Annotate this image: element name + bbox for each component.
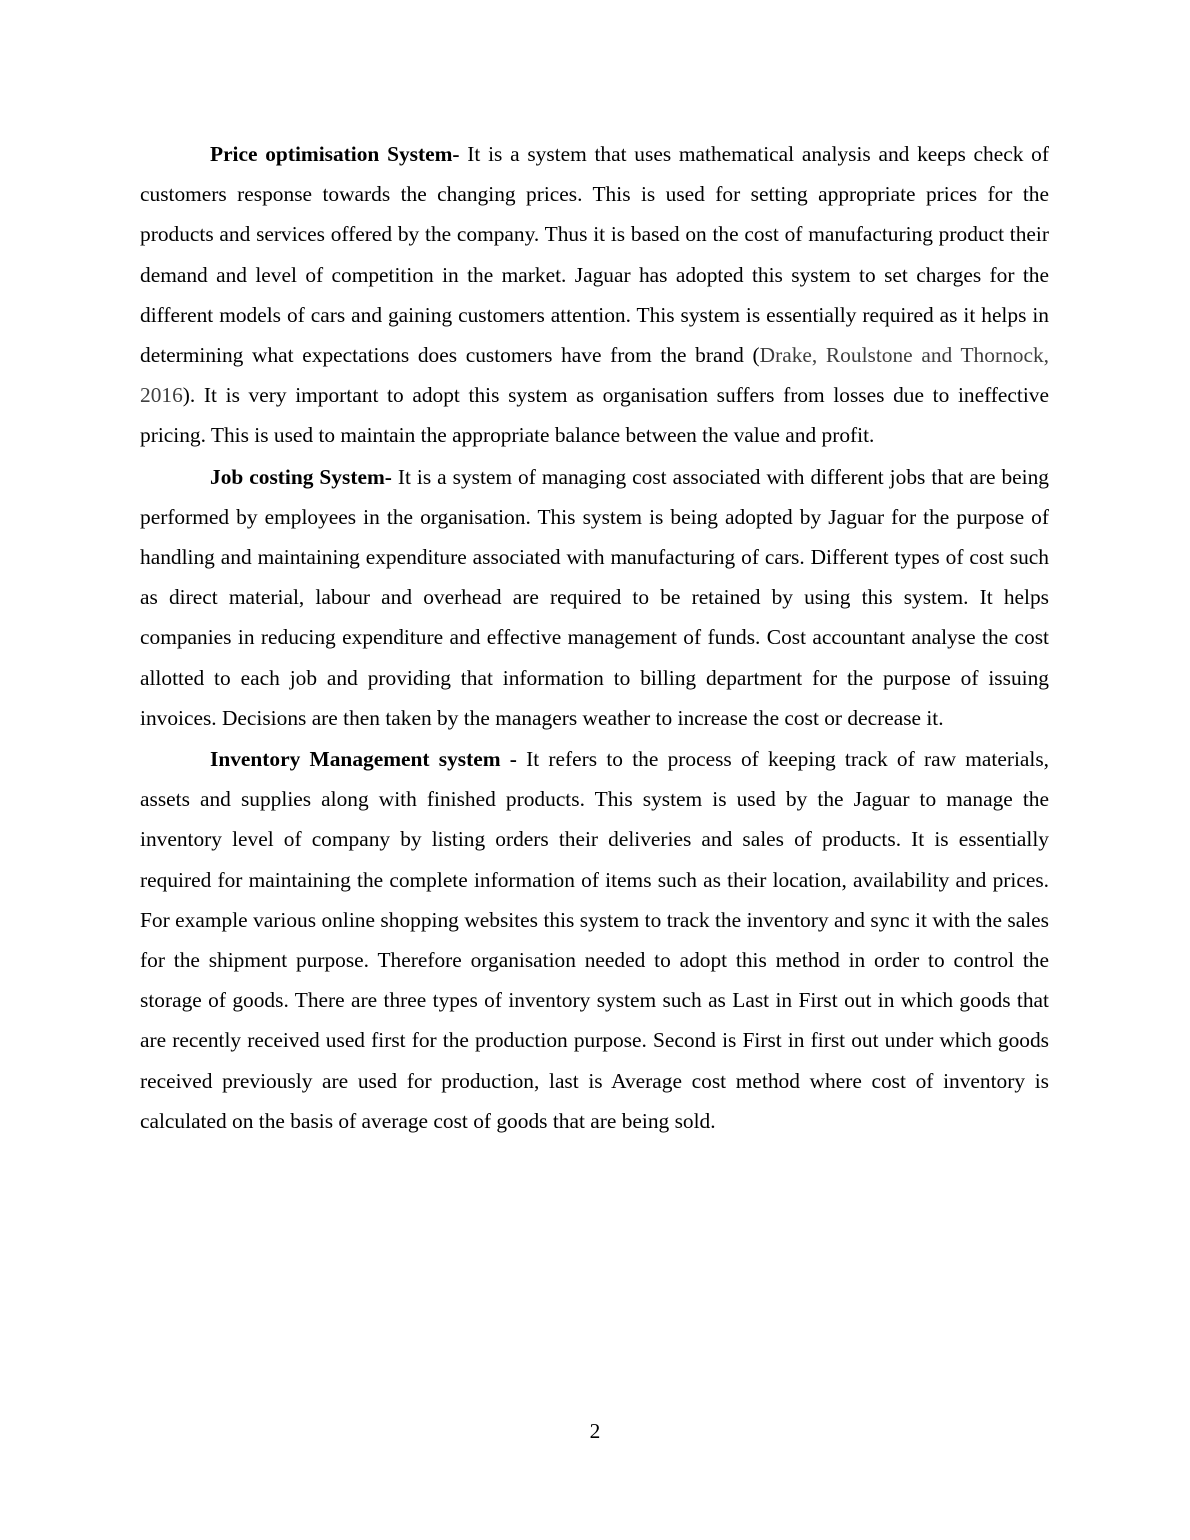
heading-inventory-management: Inventory Management system - [210, 747, 517, 772]
page-number: 2 [589, 1419, 601, 1443]
paragraph-price-optimisation [140, 134, 1049, 456]
paragraph-text: It is a system of managing cost associated with different jobs that are being performed by employees in the organisation. This system is being adopted by Jaguar for the purpose of handling and maintaining expenditure associated with manufacturing of cars. Different types of cost such as direct material, labour and overhead are required to be retained by using this system. It helps companies in reducing expenditure and effective management of funds. Cost accountant analyse the cost allotted to each job and providing that information to billing department for the purpose of issuing invoices. Decisions are then taken by the managers weather to increase the cost or decrease it. [140, 464, 1049, 730]
citation: Drake, Roulstone and Thornock, 2016 [140, 343, 1049, 408]
heading-price-optimisation: Price optimisation System- [210, 142, 460, 166]
paragraph-job-costing [140, 457, 1049, 738]
paragraph-inventory-management [140, 739, 1049, 1141]
paragraph-text: It refers to the process of keeping track of raw materials, assets and supplies along with finished products. This system is used by the Jaguar to manage the inventory level of company by listing orders their deliveries and sales of products. It is essentially required for maintaining the complete information of items such as their location, availability and prices. For example various online shopping websites this system to track the inventory and sync it with the sales for the shipment purpose. Therefore organisation needed to adopt this method in order to control the storage of goods. There are three types of inventory system such as Last in First out in which goods that are recently received used first for the production purpose. Second is First in first out under which goods received previously are used for production, last is Average cost method where cost of inventory is calculated on the basis of average cost of goods that are being sold. [140, 747, 1049, 1133]
paragraph-text: ). It is very important to adopt this system as organisation suffers from losses due to ineffective pricing. This is used to maintain the appropriate balance between the value and profit. [140, 383, 1049, 448]
page-body [140, 134, 1049, 1141]
heading-job-costing: Job costing System- [210, 464, 392, 489]
paragraph-text: It is a system that uses mathematical analysis and keeps check of customers response towards the changing prices. This is used for setting appropriate prices for the products and services offered by the company. Thus it is based on the cost of manufacturing product their demand and level of competition in the market. Jaguar has adopted this system to set charges for the different models of cars and gaining customers attention. This system is essentially required as it helps in determining what expectations does customers have from the brand ( [140, 142, 1049, 368]
